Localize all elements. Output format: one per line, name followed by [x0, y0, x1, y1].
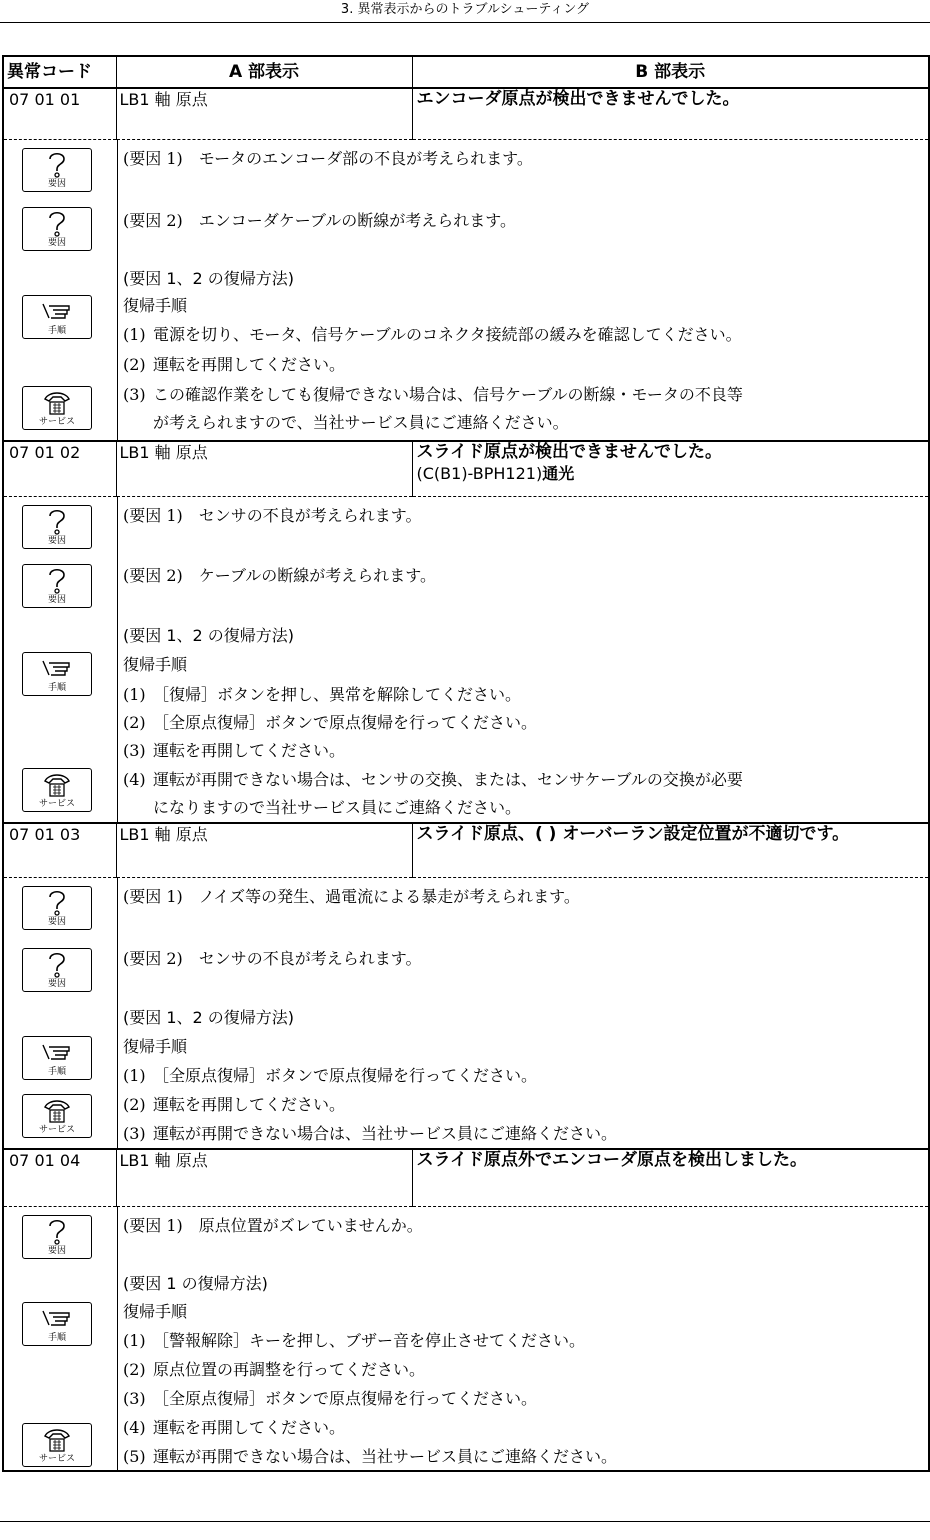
step-line: (3) ［全原点復帰］ボタンで原点復帰を行ってください。	[123, 1388, 538, 1408]
error-code: 07 01 04	[3, 1149, 116, 1206]
column-header-b: B 部表示	[412, 56, 929, 88]
step-line: になりますので当社サービス員にご連絡ください。	[153, 797, 522, 817]
cause-icon	[22, 948, 92, 992]
step-line: (4) 運転を再開してください。	[123, 1417, 346, 1437]
page-header	[0, 0, 930, 23]
a-display: LB1 軸 原点	[116, 1149, 412, 1206]
a-display: LB1 軸 原点	[116, 823, 412, 877]
detail-content	[117, 878, 930, 1150]
error-code-row	[3, 88, 929, 139]
column-header-a: A 部表示	[116, 56, 412, 88]
service-icon-label: サービス	[38, 1124, 75, 1135]
step-line: (5) 運転が再開できない場合は、当社サービス員にご連絡ください。	[123, 1446, 618, 1466]
a-display: LB1 軸 原点	[116, 441, 412, 496]
cause-icon-label: 要因	[47, 535, 66, 546]
procedure-icon	[22, 1302, 92, 1346]
cause-icon-label: 要因	[47, 916, 66, 927]
service-phone-icon	[22, 1094, 92, 1138]
cause-line: (要因 1) ノイズ等の発生、過電流による暴走が考えられます。	[123, 886, 580, 906]
error-detail-row	[3, 139, 929, 441]
step-line: (1) ［全原点復帰］ボタンで原点復帰を行ってください。	[123, 1065, 538, 1085]
detail-content	[117, 497, 930, 824]
error-code-table	[2, 55, 930, 1472]
a-display: LB1 軸 原点	[116, 88, 412, 139]
service-phone-icon	[22, 1423, 92, 1467]
b-display	[412, 88, 929, 139]
procedure-heading: 復帰手順	[123, 1036, 188, 1056]
step-line: (1) ［警報解除］キーを押し、ブザー音を停止させてください。	[123, 1330, 586, 1350]
icon-column	[4, 878, 118, 1150]
procedure-heading: 復帰手順	[123, 295, 188, 315]
error-detail-row	[3, 877, 929, 1149]
error-code: 07 01 03	[3, 823, 116, 877]
step-line: (1) ［復帰］ボタンを押し、異常を解除してください。	[123, 684, 522, 704]
step-line: (4) 運転が再開できない場合は、センサの交換、または、センサケーブルの交換が必要	[123, 769, 743, 789]
procedure-icon-label: 手順	[47, 1066, 66, 1077]
service-icon-label: サービス	[38, 798, 75, 809]
error-detail-row	[3, 1206, 929, 1471]
b-display-text: スライド原点、( ) オーバーラン設定位置が不適切です。	[416, 824, 850, 844]
error-code-row	[3, 823, 929, 877]
procedure-heading: 復帰手順	[123, 654, 188, 674]
cause-icon	[22, 1215, 92, 1259]
cause-icon-label: 要因	[47, 1245, 66, 1256]
cause-icon-label: 要因	[47, 237, 66, 248]
cause-icon-label: 要因	[47, 178, 66, 189]
b-display-text: エンコーダ原点が検出できませんでした。	[416, 89, 740, 109]
error-code-row	[3, 441, 929, 496]
recovery-heading: (要因 1、2 の復帰方法)	[123, 625, 295, 645]
cause-line: (要因 2) エンコーダケーブルの断線が考えられます。	[123, 210, 517, 230]
cause-icon	[22, 207, 92, 251]
b-display	[412, 441, 929, 496]
procedure-icon	[22, 295, 92, 339]
error-code-row	[3, 1149, 929, 1206]
step-line: (2) 運転を再開してください。	[123, 1094, 346, 1114]
b-display	[412, 1149, 929, 1206]
step-line: (1) 電源を切り、モータ、信号ケーブルのコネクタ接続部の緩みを確認してください。	[123, 324, 742, 344]
cause-icon	[22, 886, 92, 930]
error-detail-row	[3, 496, 929, 823]
cause-line: (要因 2) ケーブルの断線が考えられます。	[123, 565, 437, 585]
procedure-icon	[22, 1036, 92, 1080]
procedure-icon	[22, 652, 92, 696]
detail-content	[117, 140, 930, 442]
icon-column	[4, 140, 118, 442]
recovery-heading: (要因 1 の復帰方法)	[123, 1273, 268, 1293]
b-display-text: スライド原点が検出できませんでした。	[416, 442, 722, 462]
icon-column	[4, 1207, 118, 1472]
error-code: 07 01 01	[3, 88, 116, 139]
cause-icon	[22, 505, 92, 549]
cause-icon	[22, 564, 92, 608]
service-icon-label: サービス	[38, 1453, 75, 1464]
service-phone-icon	[22, 768, 92, 812]
cause-line: (要因 1) 原点位置がズレていませんか。	[123, 1215, 423, 1235]
step-line: (2) 原点位置の再調整を行ってください。	[123, 1359, 426, 1379]
detail-content	[117, 1207, 930, 1472]
icon-column	[4, 497, 118, 824]
b-display-text: スライド原点外でエンコーダ原点を検出しました。	[416, 1150, 807, 1170]
service-phone-icon	[22, 386, 92, 430]
step-line: (2) ［全原点復帰］ボタンで原点復帰を行ってください。	[123, 712, 538, 732]
b-display-sub: (C(B1)-BPH121)通光	[416, 464, 575, 483]
cause-icon-label: 要因	[47, 978, 66, 989]
cause-line: (要因 2) センサの不良が考えられます。	[123, 948, 422, 968]
column-header-code: 異常コード	[3, 56, 116, 88]
procedure-icon-label: 手順	[47, 682, 66, 693]
b-display	[412, 823, 929, 877]
page-footer-rule	[0, 1521, 930, 1522]
procedure-icon-label: 手順	[47, 325, 66, 336]
step-line: (3) 運転を再開してください。	[123, 740, 346, 760]
step-line: (3) この確認作業をしても復帰できない場合は、信号ケーブルの断線・モータの不良等	[123, 384, 743, 404]
cause-line: (要因 1) モータのエンコーダ部の不良が考えられます。	[123, 148, 533, 168]
recovery-heading: (要因 1、2 の復帰方法)	[123, 1007, 295, 1027]
step-line: が考えられますので、当社サービス員にご連絡ください。	[153, 412, 569, 432]
error-code: 07 01 02	[3, 441, 116, 496]
procedure-icon-label: 手順	[47, 1332, 66, 1343]
recovery-heading: (要因 1、2 の復帰方法)	[123, 268, 295, 288]
cause-line: (要因 1) センサの不良が考えられます。	[123, 505, 422, 525]
cause-icon	[22, 148, 92, 192]
page-header-title: 3. 異常表示からのトラブルシューティング	[340, 2, 590, 17]
step-line: (3) 運転が再開できない場合は、当社サービス員にご連絡ください。	[123, 1123, 618, 1143]
table-header-row	[3, 56, 929, 88]
cause-icon-label: 要因	[47, 594, 66, 605]
service-icon-label: サービス	[38, 416, 75, 427]
step-line: (2) 運転を再開してください。	[123, 354, 346, 374]
procedure-heading: 復帰手順	[123, 1301, 188, 1321]
